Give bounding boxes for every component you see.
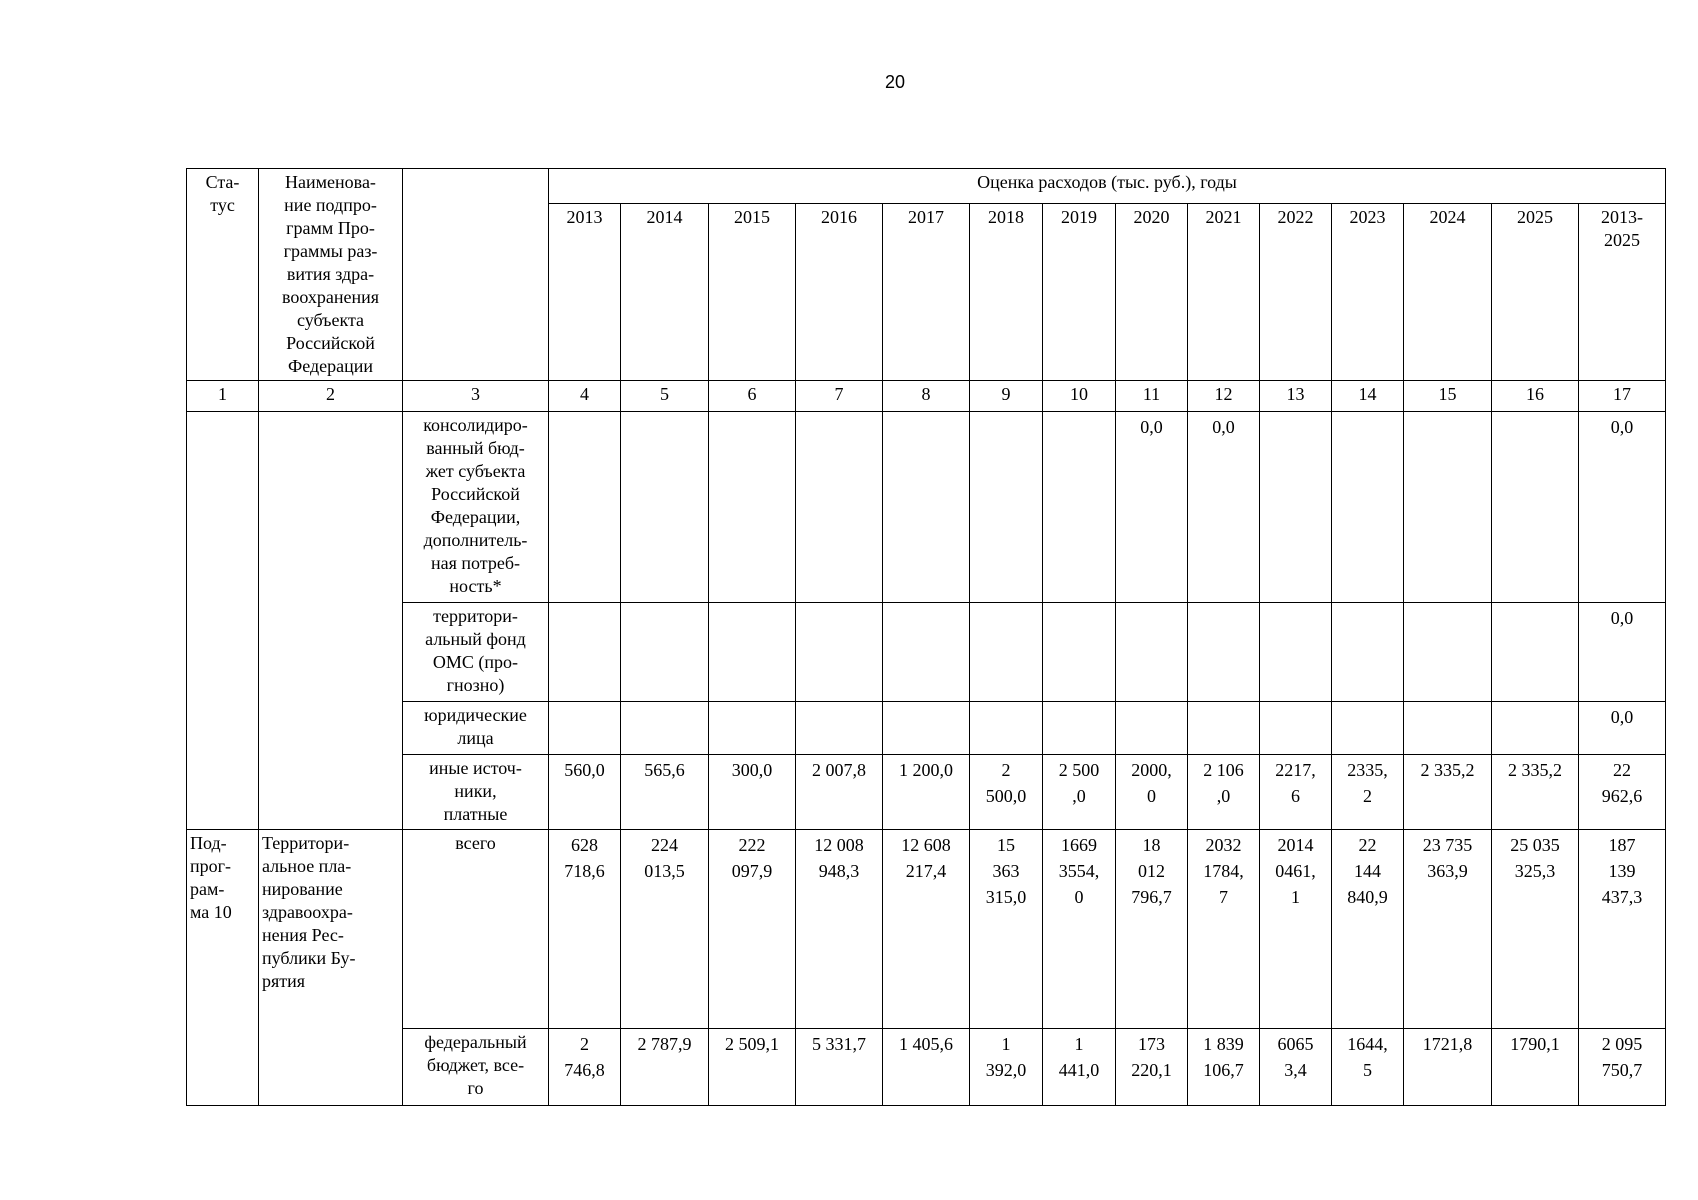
value-cell: 5 331,7 xyxy=(796,1029,883,1106)
column-number: 16 xyxy=(1492,381,1579,412)
year-header: 2015 xyxy=(709,204,796,381)
year-header: 2016 xyxy=(796,204,883,381)
subprogram-status: Под- прог- рам- ма 10 xyxy=(187,830,259,1106)
value-cell: 628 718,6 xyxy=(549,830,621,1029)
value-cell xyxy=(883,702,970,755)
column-number: 5 xyxy=(621,381,709,412)
subprogram-name: Территори- альное пла- нирование здравоохра- нения Рес- публики Бу- рятия xyxy=(259,830,403,1106)
year-header: 2021 xyxy=(1188,204,1260,381)
value-cell xyxy=(1043,412,1116,603)
year-header: 2013- 2025 xyxy=(1579,204,1666,381)
value-cell xyxy=(549,603,621,702)
value-cell: 2 095 750,7 xyxy=(1579,1029,1666,1106)
value-cell xyxy=(709,603,796,702)
value-cell xyxy=(621,702,709,755)
value-cell: 1 405,6 xyxy=(883,1029,970,1106)
value-cell xyxy=(970,412,1043,603)
table-row xyxy=(187,412,1666,603)
value-cell xyxy=(970,603,1043,702)
value-cell: 2014 0461, 1 xyxy=(1260,830,1332,1029)
value-cell: 300,0 xyxy=(709,755,796,830)
value-cell xyxy=(549,702,621,755)
value-cell: 1 200,0 xyxy=(883,755,970,830)
page-number: 20 xyxy=(884,72,906,92)
value-cell xyxy=(1188,702,1260,755)
year-header: 2020 xyxy=(1116,204,1188,381)
value-cell: 1669 3554, 0 xyxy=(1043,830,1116,1029)
estimate-header: Оценка расходов (тыс. руб.), годы xyxy=(549,169,1666,204)
value-cell xyxy=(1492,603,1579,702)
column-number: 2 xyxy=(259,381,403,412)
value-cell xyxy=(1492,702,1579,755)
value-cell xyxy=(796,412,883,603)
value-cell xyxy=(1116,603,1188,702)
value-cell: 2 335,2 xyxy=(1492,755,1579,830)
value-cell xyxy=(709,412,796,603)
source-header xyxy=(403,169,549,381)
column-number: 14 xyxy=(1332,381,1404,412)
status-cell-empty xyxy=(187,412,259,830)
value-cell xyxy=(796,603,883,702)
value-cell xyxy=(1188,603,1260,702)
value-cell: 22 962,6 xyxy=(1579,755,1666,830)
value-cell: 1644, 5 xyxy=(1332,1029,1404,1106)
table-row xyxy=(187,702,1666,755)
year-header: 2017 xyxy=(883,204,970,381)
value-cell xyxy=(1043,603,1116,702)
value-cell: 2 335,2 xyxy=(1404,755,1492,830)
value-cell xyxy=(1332,603,1404,702)
value-cell xyxy=(1332,412,1404,603)
value-cell xyxy=(549,412,621,603)
value-cell: 173 220,1 xyxy=(1116,1029,1188,1106)
value-cell xyxy=(1332,702,1404,755)
value-cell: 2217, 6 xyxy=(1260,755,1332,830)
value-cell: 23 735 363,9 xyxy=(1404,830,1492,1029)
column-number: 15 xyxy=(1404,381,1492,412)
value-cell: 2 500 ,0 xyxy=(1043,755,1116,830)
value-cell: 2 509,1 xyxy=(709,1029,796,1106)
name-cell-empty xyxy=(259,412,403,830)
value-cell: 2335, 2 xyxy=(1332,755,1404,830)
value-cell xyxy=(1116,702,1188,755)
value-cell xyxy=(1404,702,1492,755)
column-numbers-row xyxy=(187,381,1666,412)
column-number: 4 xyxy=(549,381,621,412)
value-cell: 18 012 796,7 xyxy=(1116,830,1188,1029)
column-number: 7 xyxy=(796,381,883,412)
header-row xyxy=(187,169,1666,204)
year-header: 2019 xyxy=(1043,204,1116,381)
value-cell xyxy=(621,412,709,603)
column-number: 6 xyxy=(709,381,796,412)
value-cell: 0,0 xyxy=(1188,412,1260,603)
year-header: 2022 xyxy=(1260,204,1332,381)
year-header: 2025 xyxy=(1492,204,1579,381)
value-cell: 565,6 xyxy=(621,755,709,830)
table-row xyxy=(187,830,1666,1029)
year-header: 2014 xyxy=(621,204,709,381)
value-cell: 22 144 840,9 xyxy=(1332,830,1404,1029)
value-cell: 187 139 437,3 xyxy=(1579,830,1666,1029)
column-number: 11 xyxy=(1116,381,1188,412)
value-cell: 25 035 325,3 xyxy=(1492,830,1579,1029)
value-cell xyxy=(970,702,1043,755)
column-number: 8 xyxy=(883,381,970,412)
funding-source: консолидиро- ванный бюд- жет субъекта Российской Федерации, дополнитель- ная потреб- ность* xyxy=(403,412,549,603)
funding-source: территори- альный фонд ОМС (про- гнозно) xyxy=(403,603,549,702)
table-row xyxy=(187,1029,1666,1106)
value-cell: 2032 1784, 7 xyxy=(1188,830,1260,1029)
value-cell xyxy=(621,603,709,702)
value-cell: 0,0 xyxy=(1579,412,1666,603)
value-cell: 2 746,8 xyxy=(549,1029,621,1106)
column-number: 12 xyxy=(1188,381,1260,412)
year-header: 2013 xyxy=(549,204,621,381)
table-row xyxy=(187,755,1666,830)
value-cell: 0,0 xyxy=(1579,603,1666,702)
name-header: Наименова- ние подпро- грамм Про- граммы раз- вития здра- воохранения субъекта Российской Федерации xyxy=(259,169,403,381)
value-cell: 1 392,0 xyxy=(970,1029,1043,1106)
year-header: 2024 xyxy=(1404,204,1492,381)
value-cell: 0,0 xyxy=(1116,412,1188,603)
year-header: 2018 xyxy=(970,204,1043,381)
column-number: 13 xyxy=(1260,381,1332,412)
value-cell: 12 008 948,3 xyxy=(796,830,883,1029)
value-cell xyxy=(1404,603,1492,702)
value-cell: 560,0 xyxy=(549,755,621,830)
value-cell xyxy=(1260,412,1332,603)
table-row xyxy=(187,603,1666,702)
value-cell: 1 441,0 xyxy=(1043,1029,1116,1106)
value-cell xyxy=(1404,412,1492,603)
status-header: Ста- тус xyxy=(187,169,259,381)
value-cell: 2 500,0 xyxy=(970,755,1043,830)
value-cell xyxy=(1260,603,1332,702)
funding-source: юридические лица xyxy=(403,702,549,755)
value-cell: 1790,1 xyxy=(1492,1029,1579,1106)
funding-source: всего xyxy=(403,830,549,1029)
value-cell xyxy=(883,412,970,603)
value-cell xyxy=(883,603,970,702)
value-cell: 2 007,8 xyxy=(796,755,883,830)
value-cell: 12 608 217,4 xyxy=(883,830,970,1029)
value-cell: 222 097,9 xyxy=(709,830,796,1029)
column-number: 3 xyxy=(403,381,549,412)
value-cell: 2 787,9 xyxy=(621,1029,709,1106)
value-cell: 1721,8 xyxy=(1404,1029,1492,1106)
value-cell: 2 106 ,0 xyxy=(1188,755,1260,830)
value-cell xyxy=(709,702,796,755)
value-cell: 2000, 0 xyxy=(1116,755,1188,830)
value-cell xyxy=(796,702,883,755)
column-number: 10 xyxy=(1043,381,1116,412)
value-cell xyxy=(1260,702,1332,755)
value-cell: 0,0 xyxy=(1579,702,1666,755)
value-cell xyxy=(1492,412,1579,603)
value-cell: 224 013,5 xyxy=(621,830,709,1029)
expense-table xyxy=(186,168,1666,1106)
value-cell: 6065 3,4 xyxy=(1260,1029,1332,1106)
funding-source: федеральный бюджет, все- го xyxy=(403,1029,549,1106)
value-cell: 1 839 106,7 xyxy=(1188,1029,1260,1106)
value-cell xyxy=(1043,702,1116,755)
funding-source: иные источ- ники, платные xyxy=(403,755,549,830)
column-number: 9 xyxy=(970,381,1043,412)
column-number: 17 xyxy=(1579,381,1666,412)
year-header: 2023 xyxy=(1332,204,1404,381)
column-number: 1 xyxy=(187,381,259,412)
value-cell: 15 363 315,0 xyxy=(970,830,1043,1029)
